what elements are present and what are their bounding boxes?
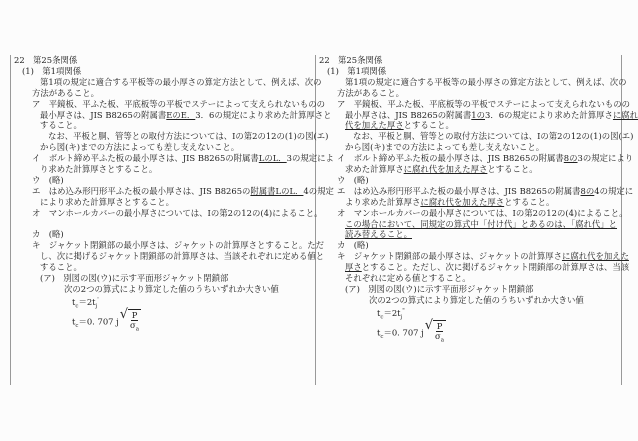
text-line bbox=[40, 110, 332, 121]
amended-text: LのL． bbox=[258, 153, 287, 164]
text-segment: イ ボルト締め平ふた板の最小厚さは、JIS B8265の附属書 bbox=[337, 153, 564, 164]
formula-tc-sqrt bbox=[377, 317, 446, 344]
formula-rhs: ＝2t bbox=[78, 296, 96, 307]
formula-lhs-sub: c bbox=[380, 333, 384, 340]
formula-lhs: t bbox=[377, 327, 381, 338]
text-line bbox=[40, 164, 157, 175]
text-segment: とすること。ただし、次に掲げるジャケット閉鎖部の計算厚さは、当該 bbox=[361, 262, 630, 273]
text-segment: オ マンホールカバーの最小厚さについては、Ⅰの第2の12の(4)によること。 bbox=[337, 207, 628, 218]
formula-lhs: t bbox=[72, 316, 76, 327]
amended-text: に腐れ bbox=[612, 109, 638, 120]
text-line bbox=[345, 229, 412, 240]
text-segment: エ はめ込み形円形平ふた板の最小厚さは、JIS B8265の bbox=[32, 185, 251, 196]
amended-text: 8の bbox=[563, 153, 578, 164]
text-line bbox=[40, 251, 324, 262]
text-line bbox=[64, 284, 279, 295]
text-segment: 3の規定により bbox=[577, 153, 634, 164]
denominator-sub: a bbox=[135, 326, 140, 333]
text-line bbox=[337, 186, 633, 197]
text-segment: 22 第25条関係 bbox=[319, 55, 383, 65]
text-line bbox=[40, 120, 82, 131]
text-segment: (ア) 別図の図(ウ)に示す平面形ジャケット閉鎖部 bbox=[345, 283, 534, 294]
amended-text: この場合において、同規定の算式中「付け代」とあるのは、「腐れ代」と bbox=[345, 218, 618, 229]
formula-rhs: ＝2t bbox=[383, 307, 401, 318]
text-segment: し、次に掲げるジャケット閉鎖部の計算厚さは、当該それぞれに定める値と bbox=[40, 251, 325, 262]
text-line bbox=[40, 273, 228, 284]
text-line bbox=[345, 142, 544, 153]
old-text-column bbox=[14, 0, 334, 441]
left-border bbox=[10, 55, 11, 385]
text-segment: 方法があること。 bbox=[337, 87, 404, 98]
text-segment: 4の規定に bbox=[594, 185, 634, 196]
text-segment: 最小厚さは、JIS B8265の附属書 bbox=[345, 109, 472, 120]
text-line bbox=[337, 153, 633, 164]
text-segment: により求めた計算厚さとすること。 bbox=[40, 196, 174, 207]
text-line bbox=[345, 219, 617, 230]
sqrt-symbol bbox=[424, 317, 446, 346]
text-segment: 方法があること。 bbox=[32, 87, 99, 98]
text-line bbox=[337, 240, 369, 251]
text-segment: 3．6の規定により求めた計算厚さと bbox=[195, 109, 332, 120]
text-line bbox=[40, 197, 174, 208]
denominator-sub: a bbox=[440, 337, 445, 344]
text-segment: すること。 bbox=[40, 262, 82, 273]
text-line bbox=[32, 186, 334, 197]
formula-lhs-sub: c bbox=[380, 314, 384, 321]
formula-rhs-sup: ' bbox=[97, 296, 99, 303]
formula-lhs: t bbox=[377, 307, 381, 318]
text-segment: (ア) 別図の図(ウ)に示す平面形ジャケット閉鎖部 bbox=[40, 273, 229, 283]
text-line bbox=[32, 88, 99, 99]
text-line bbox=[337, 208, 627, 219]
text-segment: それぞれに定める値とすること。 bbox=[345, 273, 471, 283]
text-line bbox=[32, 229, 64, 240]
denominator bbox=[435, 332, 444, 346]
formula-lhs-sub: c bbox=[75, 303, 79, 310]
text-segment: キ ジャケット閉鎖部の最小厚さは、ジャケットの計算厚さとすること。ただ bbox=[32, 240, 324, 251]
fraction bbox=[130, 311, 139, 335]
text-segment: オ マンホールカバーの最小厚さについては、Ⅰの第2の12の(4)によること。 bbox=[32, 207, 323, 218]
text-segment: 4の規定 bbox=[303, 185, 334, 196]
radicand bbox=[128, 309, 141, 335]
text-line bbox=[345, 120, 454, 131]
amended-text: EのE． bbox=[166, 109, 196, 120]
text-segment: (1) 第1項関係 bbox=[327, 65, 387, 76]
text-line bbox=[369, 295, 584, 306]
text-line bbox=[345, 262, 629, 273]
text-segment: なお、平板と胴、管等との取付方法については、Ⅰの第2の12の(1)の図(エ) bbox=[48, 131, 329, 142]
amended-text: に腐れ代を加えた bbox=[561, 251, 629, 262]
text-line bbox=[345, 164, 538, 175]
numerator: P bbox=[436, 320, 443, 331]
text-segment: 次の2つの算式により算定した値のうちいずれか大きい値 bbox=[64, 283, 279, 294]
text-segment: とすること。 bbox=[403, 120, 454, 131]
text-line bbox=[32, 99, 325, 110]
text-segment: 第1項の規定に適合する平板等の最小厚さの算定方法として、例えば、次の bbox=[345, 76, 627, 87]
text-segment: 最小厚さは、JIS B8265の附属書 bbox=[40, 109, 167, 120]
text-segment: とすること。 bbox=[504, 196, 555, 207]
formula-rhs-sub: j bbox=[400, 314, 403, 321]
amended-text: 代を加えた厚さ bbox=[345, 120, 404, 131]
amended-text: 8の bbox=[580, 185, 595, 196]
text-line bbox=[32, 208, 322, 219]
text-segment: 3の規定によ bbox=[286, 153, 334, 164]
text-segment: とすること。 bbox=[487, 164, 538, 174]
text-line bbox=[40, 262, 82, 273]
denominator-symbol: σ bbox=[435, 330, 441, 341]
text-segment: 求めた計算厚さ bbox=[345, 164, 404, 174]
text-segment: カ (略) bbox=[337, 240, 369, 251]
amended-text: 1の bbox=[471, 109, 486, 120]
text-line bbox=[40, 77, 322, 88]
text-segment: なお、平板と胴、管等との取付方法については、Ⅰの第2の12の(1)の図(エ) bbox=[353, 131, 634, 142]
text-segment: から図(キ)までの方法によっても差し支えないこと。 bbox=[40, 142, 240, 153]
text-line bbox=[337, 175, 369, 186]
text-segment: イ ボルト締め平ふた板の最小厚さは、JIS B8265の附属書 bbox=[32, 153, 259, 164]
text-line bbox=[319, 55, 382, 66]
text-line bbox=[345, 77, 627, 88]
denominator-symbol: σ bbox=[130, 319, 136, 330]
amended-text: 附属書LのL． bbox=[250, 185, 304, 196]
text-segment: すること。 bbox=[40, 120, 82, 131]
text-line bbox=[22, 66, 81, 77]
text-segment: から図(キ)までの方法によっても差し支えないこと。 bbox=[345, 142, 545, 153]
fraction bbox=[435, 322, 444, 346]
text-line bbox=[337, 88, 404, 99]
formula-rhs-sub: j bbox=[95, 303, 98, 310]
text-line bbox=[345, 197, 554, 208]
text-line bbox=[345, 110, 638, 121]
amended-text: 読み替えること。 bbox=[345, 229, 412, 240]
text-line bbox=[353, 131, 633, 142]
denominator bbox=[130, 321, 139, 335]
formula-rhs: ＝0. 707 j bbox=[78, 316, 119, 327]
radical-sign-icon: √ bbox=[424, 317, 434, 333]
text-segment: エ はめ込み形円形平ふた板の最小厚さは、JIS B8265の附属書 bbox=[337, 185, 581, 196]
text-line bbox=[40, 142, 239, 153]
formula-rhs-sup: " bbox=[402, 307, 405, 314]
text-line bbox=[32, 175, 64, 186]
text-line bbox=[337, 99, 630, 110]
text-segment: ア 平鏡板、平ふた板、平底板等の平板でステーによって支えられないものの bbox=[32, 98, 325, 109]
text-segment: 第1項の規定に適合する平板等の最小厚さの算定方法として、例えば、次の bbox=[40, 76, 322, 87]
formula-tc-2tj bbox=[377, 306, 405, 321]
formula-tc-2tj bbox=[72, 295, 99, 310]
text-line bbox=[48, 131, 328, 142]
text-line bbox=[345, 284, 533, 295]
radical-sign-icon: √ bbox=[119, 306, 129, 322]
formula-lhs: t bbox=[72, 296, 76, 307]
sqrt-symbol bbox=[119, 306, 141, 335]
text-segment: キ ジャケット閉鎖部の最小厚さは、ジャケットの計算厚さ bbox=[337, 251, 562, 262]
amended-text: に腐れ代を加えた厚さ bbox=[403, 164, 488, 174]
text-segment: ア 平鏡板、平ふた板、平底板等の平板でステーによって支えられないものの bbox=[337, 98, 630, 109]
formula-rhs: ＝0. 707 j bbox=[383, 327, 424, 338]
text-segment: ウ (略) bbox=[32, 174, 64, 185]
radicand bbox=[433, 320, 446, 346]
amended-text: 厚さ bbox=[345, 262, 362, 273]
text-segment: 次の2つの算式により算定した値のうちいずれか大きい値 bbox=[369, 294, 584, 305]
text-line bbox=[345, 273, 471, 284]
text-segment: 3．6の規定により求めた計算厚さ bbox=[485, 109, 613, 120]
new-text-column bbox=[319, 0, 638, 441]
amended-text: に腐れ代を加えた厚さ bbox=[420, 196, 505, 207]
text-line bbox=[32, 153, 334, 164]
text-line bbox=[327, 66, 386, 77]
numerator: P bbox=[131, 309, 138, 320]
text-segment: カ (略) bbox=[32, 229, 64, 240]
text-line bbox=[32, 240, 324, 251]
formula-tc-sqrt bbox=[72, 306, 141, 333]
text-segment: (1) 第1項関係 bbox=[22, 65, 82, 76]
text-line bbox=[337, 251, 629, 262]
text-line bbox=[14, 55, 77, 66]
formula-lhs-sub: c bbox=[75, 322, 79, 329]
text-segment: 22 第25条関係 bbox=[14, 55, 78, 65]
text-segment: り求めた計算厚さとすること。 bbox=[40, 164, 158, 174]
text-segment: ウ (略) bbox=[337, 174, 369, 185]
text-segment: より求めた計算厚さ bbox=[345, 196, 421, 207]
